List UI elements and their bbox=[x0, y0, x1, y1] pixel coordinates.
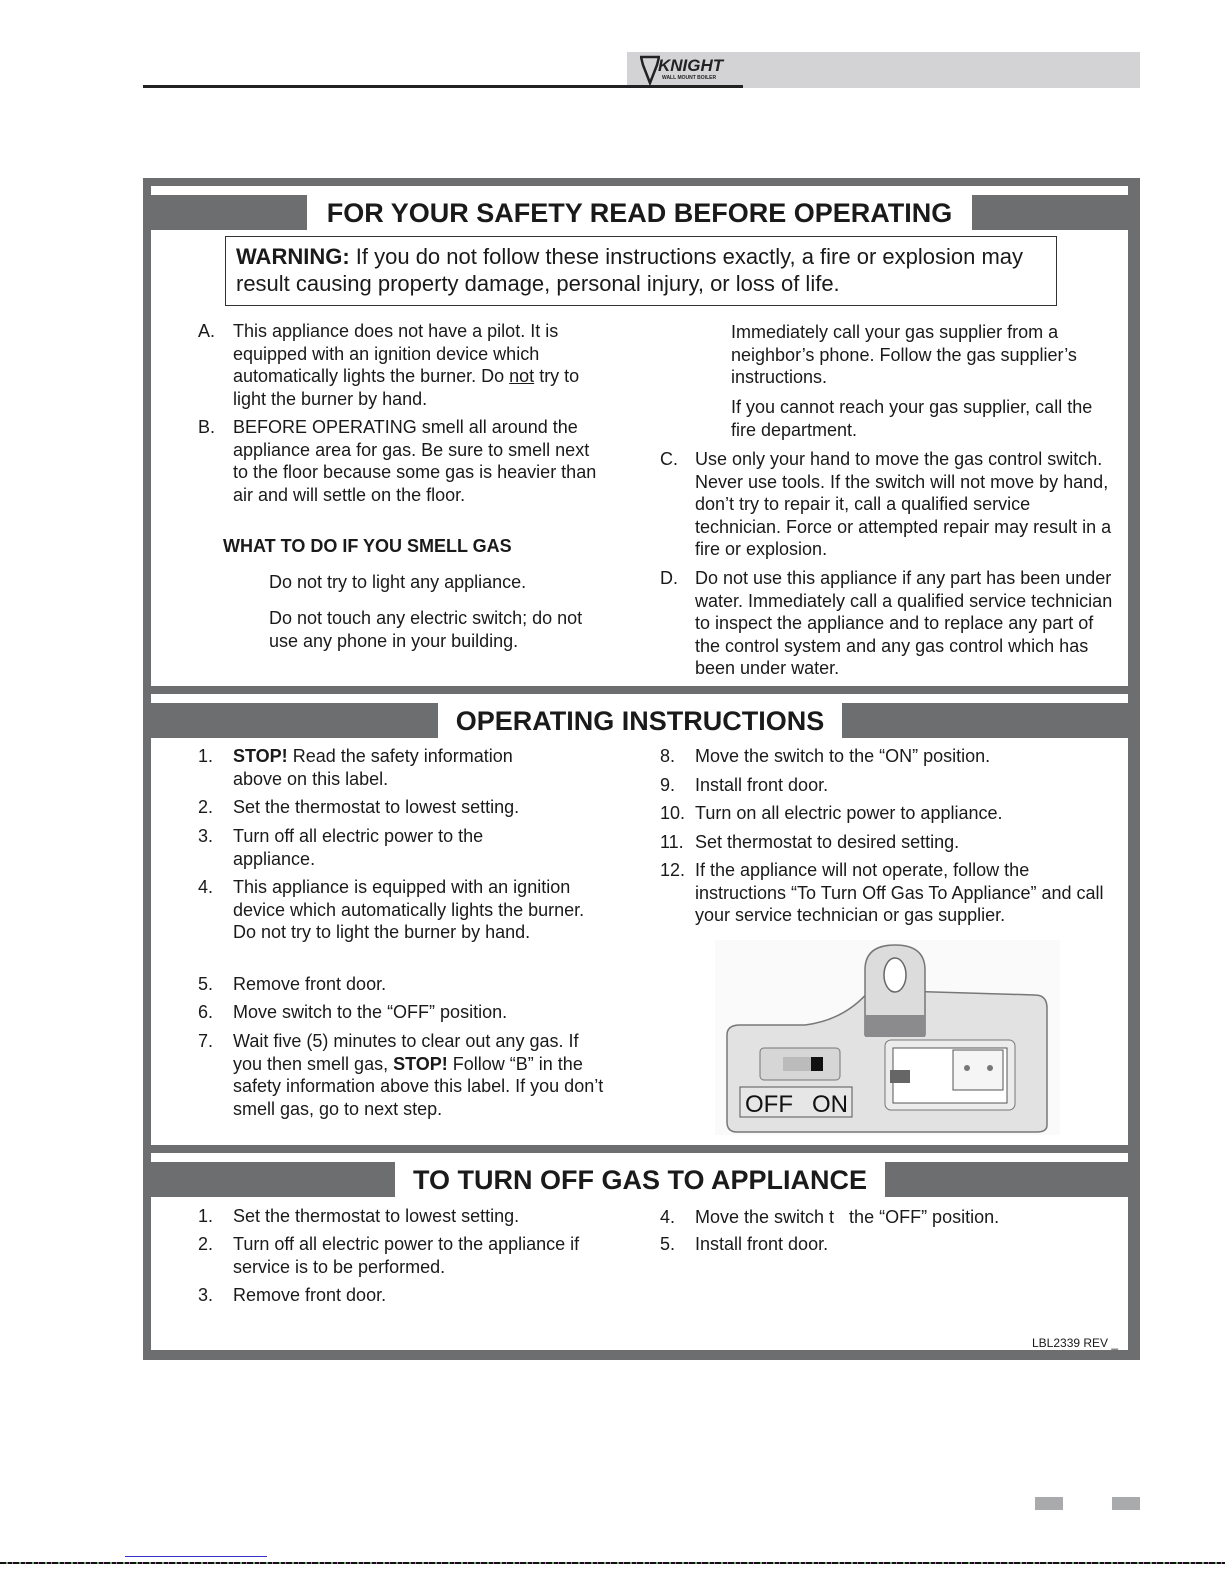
item-number: A. bbox=[198, 321, 216, 341]
switch-off-label: OFF bbox=[745, 1091, 793, 1118]
operating-step: If the appliance will not operate, follow the instructions “To Turn Off Gas To Appliance” and call your service technician or gas supplier. bbox=[695, 860, 1104, 926]
shield-icon bbox=[640, 55, 660, 85]
safety-item-a: This appliance does not have a pilot. It is equipped with an ignition device which automatically lights the burner. Do not try to light the burner by hand. bbox=[233, 321, 580, 409]
item-number: D. bbox=[660, 568, 678, 588]
item-number: 10. bbox=[660, 803, 686, 823]
operating-step: Turn on all electric power to appliance. bbox=[695, 803, 1003, 823]
item-number: B. bbox=[198, 417, 216, 437]
turn-off-step: Install front door. bbox=[695, 1234, 829, 1254]
page-edge bbox=[0, 1562, 1225, 1564]
footer-block bbox=[1035, 1497, 1063, 1510]
turn-off-step: Turn off all electric power to the appliance if service is to be performed. bbox=[233, 1234, 580, 1277]
smell-gas-heading: WHAT TO DO IF YOU SMELL GAS bbox=[223, 536, 512, 556]
turn-off-step: Set the thermostat to lowest setting. bbox=[233, 1206, 520, 1226]
turn-off-step: Move the switch t the “OFF” position. bbox=[695, 1207, 1000, 1227]
operating-step: Set the thermostat to lowest setting. bbox=[233, 797, 520, 817]
operating-step: Set thermostat to desired setting. bbox=[695, 832, 960, 852]
switch-on-label: ON bbox=[812, 1091, 848, 1118]
safety-title: FOR YOUR SAFETY READ BEFORE OPERATING bbox=[307, 195, 972, 230]
operating-header-bar bbox=[151, 703, 1128, 738]
operating-step: Install front door. bbox=[695, 775, 829, 795]
item-number: 8. bbox=[660, 746, 676, 766]
safety-header-bar bbox=[151, 195, 1128, 230]
label-code: LBL2339 REV _ bbox=[1032, 1336, 1119, 1350]
item-number: 5. bbox=[198, 974, 214, 994]
item-number: 9. bbox=[660, 775, 676, 795]
item-number: 7. bbox=[198, 1031, 214, 1051]
item-number: C. bbox=[660, 449, 678, 469]
item-number: 6. bbox=[198, 1002, 214, 1022]
item-number: 3. bbox=[198, 1285, 214, 1305]
safety-item-c: Use only your hand to move the gas control switch. Never use tools. If the switch will not move by hand, don’t try to repair it, call a qualified service technician. Force or attempted repair may result in a fire or explosion. bbox=[695, 449, 1112, 560]
footer-link-underline bbox=[125, 1556, 267, 1557]
operating-step: Remove front door. bbox=[233, 974, 387, 994]
item-number: 2. bbox=[198, 1234, 214, 1254]
item-number: 1. bbox=[198, 1206, 214, 1226]
smell-gas-step: If you cannot reach your gas supplier, call the fire department. bbox=[731, 397, 1093, 440]
item-number: 4. bbox=[198, 877, 214, 897]
item-number: 5. bbox=[660, 1234, 676, 1254]
item-number: 1. bbox=[198, 746, 214, 766]
turn-off-title: TO TURN OFF GAS TO APPLIANCE bbox=[395, 1162, 885, 1197]
smell-gas-step: Immediately call your gas supplier from a neighbor’s phone. Follow the gas supplier’s instructions. bbox=[731, 322, 1077, 388]
operating-step: Turn off all electric power to the appliance. bbox=[233, 826, 484, 869]
safety-item-b: BEFORE OPERATING smell all around the appliance area for gas. Be sure to smell next to the floor because some gas is heavier than air and will settle on the floor. bbox=[233, 417, 597, 505]
operating-step: STOP! Read the safety information above on this label. bbox=[233, 746, 513, 789]
item-number: 11. bbox=[660, 832, 684, 852]
warning-box: WARNING: If you do not follow these instructions exactly, a fire or explosion may result causing property damage, personal injury, or loss of life. bbox=[225, 236, 1057, 306]
item-number: 2. bbox=[198, 797, 214, 817]
turn-off-step: Remove front door. bbox=[233, 1285, 387, 1305]
safety-item-d: Do not use this appliance if any part has been under water. Immediately call a qualified service technician to inspect the appliance and to replace any part of the control system and any gas control which has been under water. bbox=[695, 568, 1113, 679]
operating-step: Wait five (5) minutes to clear out any gas. If you then smell gas, STOP! Follow “B” in the safety information above this label. If you don’t smell gas, go to next step. bbox=[233, 1031, 604, 1119]
smell-gas-step: Do not try to light any appliance. bbox=[269, 572, 527, 592]
turn-off-header-bar bbox=[151, 1162, 1128, 1197]
item-number: 4. bbox=[660, 1207, 676, 1227]
operating-step: Move the switch to the “ON” position. bbox=[695, 746, 991, 766]
operating-title: OPERATING INSTRUCTIONS bbox=[438, 703, 842, 738]
footer-block bbox=[1112, 1497, 1140, 1510]
knight-logo: KNIGHT WALL MOUNT BOILER bbox=[640, 54, 735, 86]
item-number: 3. bbox=[198, 826, 214, 846]
item-number: 12. bbox=[660, 860, 686, 880]
operating-step: Move switch to the “OFF” position. bbox=[233, 1002, 508, 1022]
gas-control-switch-illustration bbox=[715, 940, 1060, 1135]
operating-step: This appliance is equipped with an ignition device which automatically lights the burner. Do not try to light the burner by hand. bbox=[233, 877, 585, 943]
smell-gas-step: Do not touch any electric switch; do not use any phone in your building. bbox=[269, 608, 583, 651]
